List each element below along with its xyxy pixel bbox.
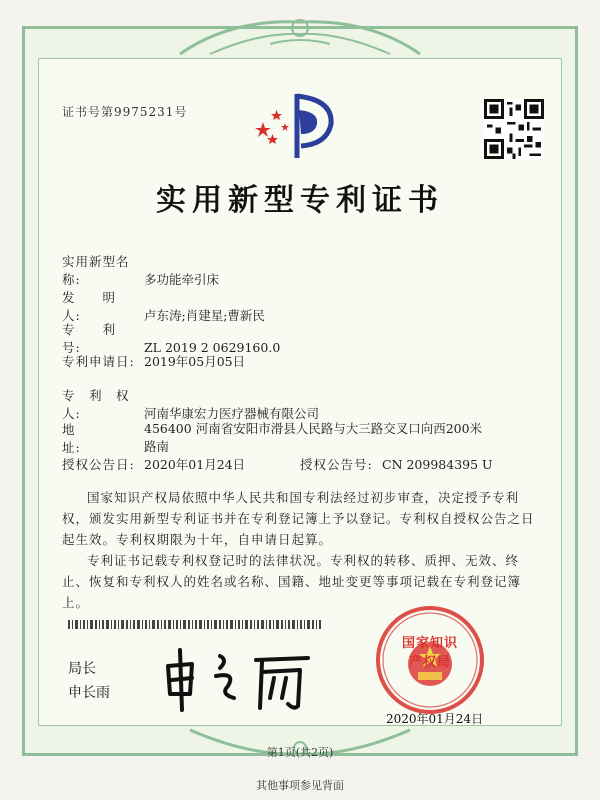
field-utility-model-name: [62, 252, 219, 288]
qr-code-icon: [484, 99, 544, 159]
field-value: 2019年05月05日: [144, 354, 246, 369]
field-label: 地 址:: [62, 422, 144, 455]
page-number: 第1页(共2页): [266, 746, 334, 759]
field-patentee: [62, 386, 319, 422]
signatory-name: 申长雨: [68, 685, 110, 701]
certificate-number: 证书号第9975231号: [62, 105, 188, 119]
patent-office-logo-icon: [253, 88, 343, 160]
field-application-date: [62, 352, 245, 370]
field-label: 专 利 号:: [62, 322, 144, 355]
barcode-strip-icon: [68, 620, 322, 629]
field-value: 河南华康宏力医疗器械有限公司: [144, 406, 320, 421]
field-grant-date: [62, 455, 245, 473]
back-note: 其他事项参见背面: [256, 779, 344, 792]
seal-text: 国家知识产权局: [401, 636, 458, 670]
field-value: ZL 2019 2 0629160.0: [144, 340, 281, 355]
field-label: 授权公告号:: [300, 457, 373, 472]
signatory-title: 局长: [68, 661, 96, 677]
field-value: 卢东涛;肖建星;曹新民: [144, 308, 265, 323]
field-value: 2020年01月24日: [144, 457, 246, 472]
top-ornament-icon: [170, 14, 430, 62]
field-patent-number: [62, 320, 280, 356]
field-address-label: [62, 420, 144, 456]
field-label: 发 明 人:: [62, 290, 144, 323]
field-label: 专利申请日:: [62, 354, 135, 369]
issue-date: 2020年01月24日: [386, 712, 484, 726]
legal-status-paragraph: 专利证书记载专利权登记时的法律状况。专利权的转移、质押、无效、终止、恢复和专利权人的姓名或名称、国籍、地址变更等事项记载在专利登记簿上。: [62, 553, 522, 610]
certificate-title: 实用新型专利证书: [156, 183, 444, 218]
field-address-value: 456400 河南省安阳市滑县人民路与大三路交叉口向西200米路南: [144, 421, 483, 454]
field-label: 实用新型名称:: [62, 254, 130, 287]
field-value: CN 209984395 U: [382, 457, 493, 472]
grant-paragraph: 国家知识产权局依照中华人民共和国专利法经过初步审查，决定授予专利权，颁发实用新型专利证书并在专利登记簿上予以登记。专利权自授权公告之日起生效。专利权期限为十年，自申请日起算。: [62, 490, 535, 547]
field-label: 专 利 权 人:: [62, 388, 144, 421]
handwritten-signature-icon: [158, 642, 318, 716]
field-value: 多功能牵引床: [144, 272, 220, 287]
field-inventors: [62, 288, 265, 324]
field-label: 授权公告日:: [62, 457, 135, 472]
field-grant-number: [300, 455, 493, 473]
